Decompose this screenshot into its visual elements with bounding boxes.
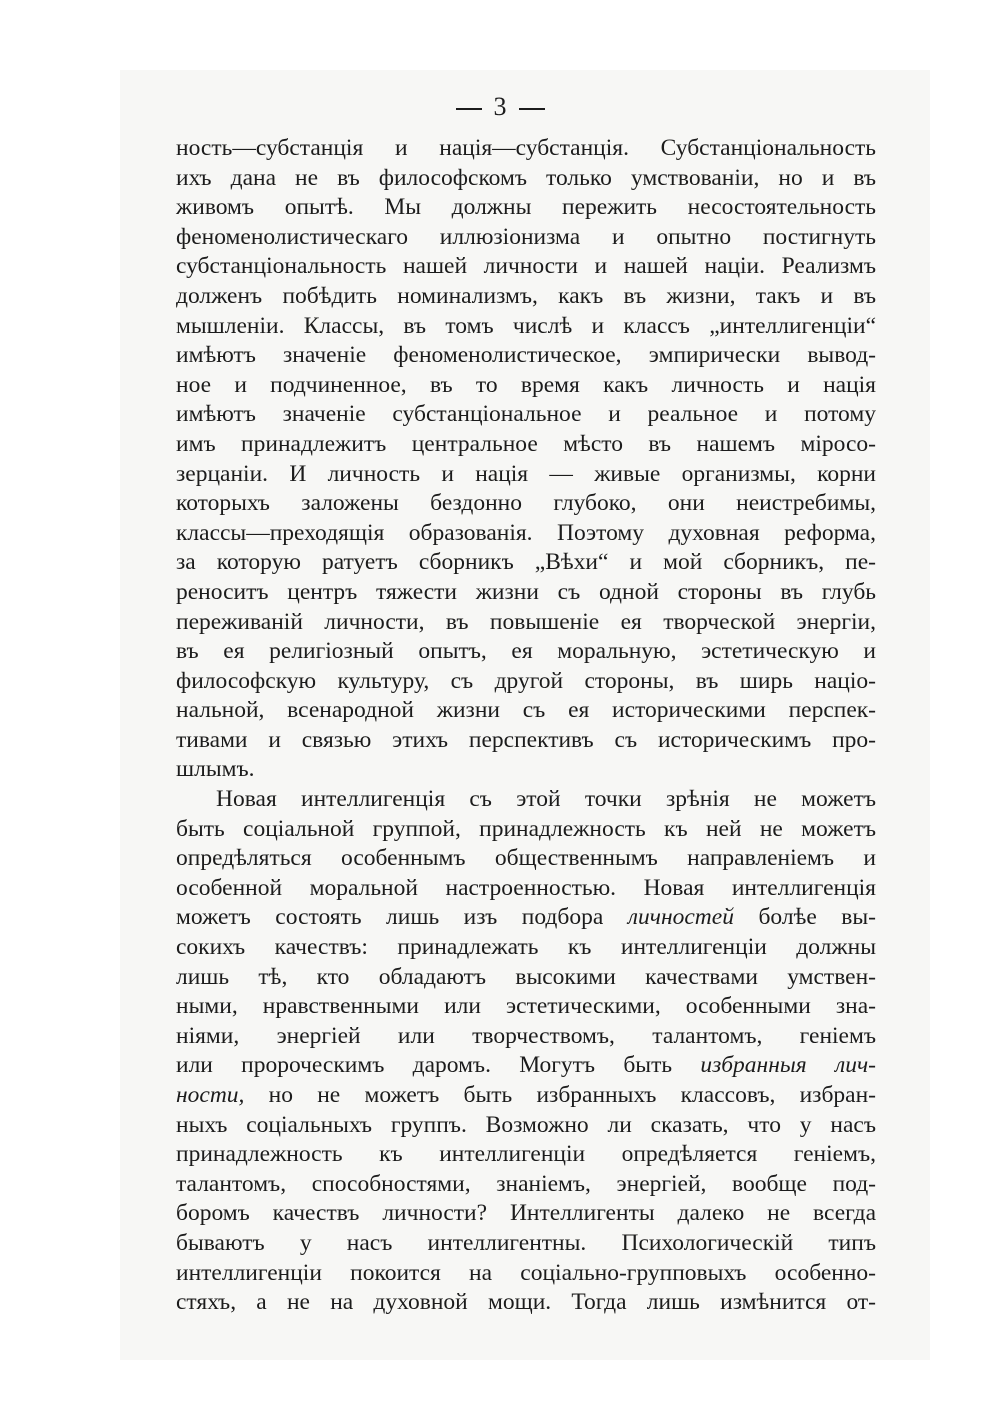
emphasis-lichnostey: личностей xyxy=(627,904,734,931)
text-line: интеллигенціи покоится на соціально-групповыхъ особенно- xyxy=(176,1259,876,1286)
text-line: зерцаніи. И личность и нація — живые организмы, корни xyxy=(176,460,876,487)
text-line: тивами и связью этихъ перспективъ съ историческимъ про- xyxy=(176,726,876,753)
text-line: опредѣляться особеннымъ общественнымъ направленіемъ и xyxy=(176,845,876,872)
text-line: имѣютъ значеніе феноменолистическое, эмпирически вывод- xyxy=(176,342,876,369)
paragraph-2 xyxy=(176,785,876,1318)
text-line-with-emphasis xyxy=(176,903,876,933)
text-line: переживаній личности, въ повышеніе ея творческой энергіи, xyxy=(176,608,876,635)
page-number: 3 xyxy=(493,92,507,121)
text-span: можетъ состоять лишь изъ подбора xyxy=(176,904,628,931)
text-line: ными, нравственными или эстетическими, особенными зна- xyxy=(176,993,876,1020)
text-line: ное и подчиненное, въ то время какъ личность и нація xyxy=(176,371,876,398)
text-line: реноситъ центръ тяжести жизни съ одной стороны въ глубь xyxy=(176,578,876,605)
text-line: имъ принадлежитъ центральное мѣсто въ нашемъ міросо- xyxy=(176,430,876,457)
dash-left xyxy=(456,108,482,110)
text-line: Новая интеллигенція съ этой точки зрѣнія не можетъ xyxy=(216,786,876,813)
text-line: ность—субстанція и нація—субстанція. Субстанціональность xyxy=(176,135,876,161)
text-line: ныхъ соціальныхъ группъ. Возможно ли сказать, что у насъ xyxy=(176,1111,876,1138)
text-line: мышленіи. Классы, въ томъ числѣ и классъ „интеллигенціи“ xyxy=(176,312,876,339)
text-line: боромъ качествъ личности? Интеллигенты далеко не всегда xyxy=(176,1200,876,1227)
text-line: имѣютъ значеніе субстанціональное и реальное и потому xyxy=(176,401,876,428)
text-line-with-emphasis xyxy=(176,1051,876,1081)
text-line: философскую культуру, съ другой стороны, въ ширь націо- xyxy=(176,667,876,694)
text-line: лишь тѣ, кто обладаютъ высокими качествами умствен- xyxy=(176,963,876,990)
text-line: сокихъ качествъ: принадлежать къ интеллигенціи должны xyxy=(176,934,876,961)
text-line: талантомъ, способностями, знаніемъ, энергіей, вообще под- xyxy=(176,1170,876,1197)
text-line: феноменолистическаго иллюзіонизма и опытно постигнуть xyxy=(176,223,876,250)
dash-right xyxy=(519,108,545,110)
text-line: живомъ опытѣ. Мы должны пережить несостоятельность xyxy=(176,194,876,221)
text-line: которыхъ заложены бездонно глубоко, они неистребимы, xyxy=(176,490,876,517)
text-line: шлымъ. xyxy=(176,756,255,783)
text-line: долженъ побѣдить номинализмъ, какъ въ жизни, такъ и въ xyxy=(176,282,876,309)
text-line: принадлежность къ интеллигенціи опредѣляется геніемъ, xyxy=(176,1141,876,1168)
text-line: быть соціальной группой, принадлежность къ ней не можетъ xyxy=(176,815,876,842)
text-line: стяхъ, а не на духовной мощи. Тогда лишь измѣнится от- xyxy=(176,1289,876,1316)
text-line: нальной, всенародной жизни съ ея историческими перспек- xyxy=(176,697,876,724)
text-span: болѣе вы- xyxy=(733,904,876,931)
text-span: или пророческимъ даромъ. Могутъ быть xyxy=(176,1052,701,1079)
text-line: ихъ дана не въ философскомъ только умствованіи, но и въ xyxy=(176,164,876,191)
text-line: бываютъ у насъ интеллигентны. Психологическій типъ xyxy=(176,1229,876,1256)
page-number-header xyxy=(0,92,1000,122)
body-text xyxy=(176,134,876,1318)
emphasis-izbrannyya: избранныя лич- xyxy=(700,1052,876,1079)
text-line: особенной моральной настроенностью. Новая интеллигенція xyxy=(176,874,876,901)
text-line: ніями, энергіей или творчествомъ, талантомъ, геніемъ xyxy=(176,1022,876,1049)
text-line: субстанціональность нашей личности и нашей націи. Реализмъ xyxy=(176,253,876,280)
emphasis-nosti: ности, xyxy=(176,1082,245,1108)
text-line: въ ея религіозный опытъ, ея моральную, эстетическую и xyxy=(176,638,876,665)
text-line: классы—преходящія образованія. Поэтому духовная реформа, xyxy=(176,519,876,546)
text-line: за которую ратуетъ сборникъ „Вѣхи“ и мой сборникъ, пе- xyxy=(176,549,876,576)
text-line-with-emphasis xyxy=(176,1081,876,1111)
text-span: но не можетъ быть избранныхъ классовъ, избран- xyxy=(244,1082,876,1108)
paragraph-1 xyxy=(176,134,876,785)
